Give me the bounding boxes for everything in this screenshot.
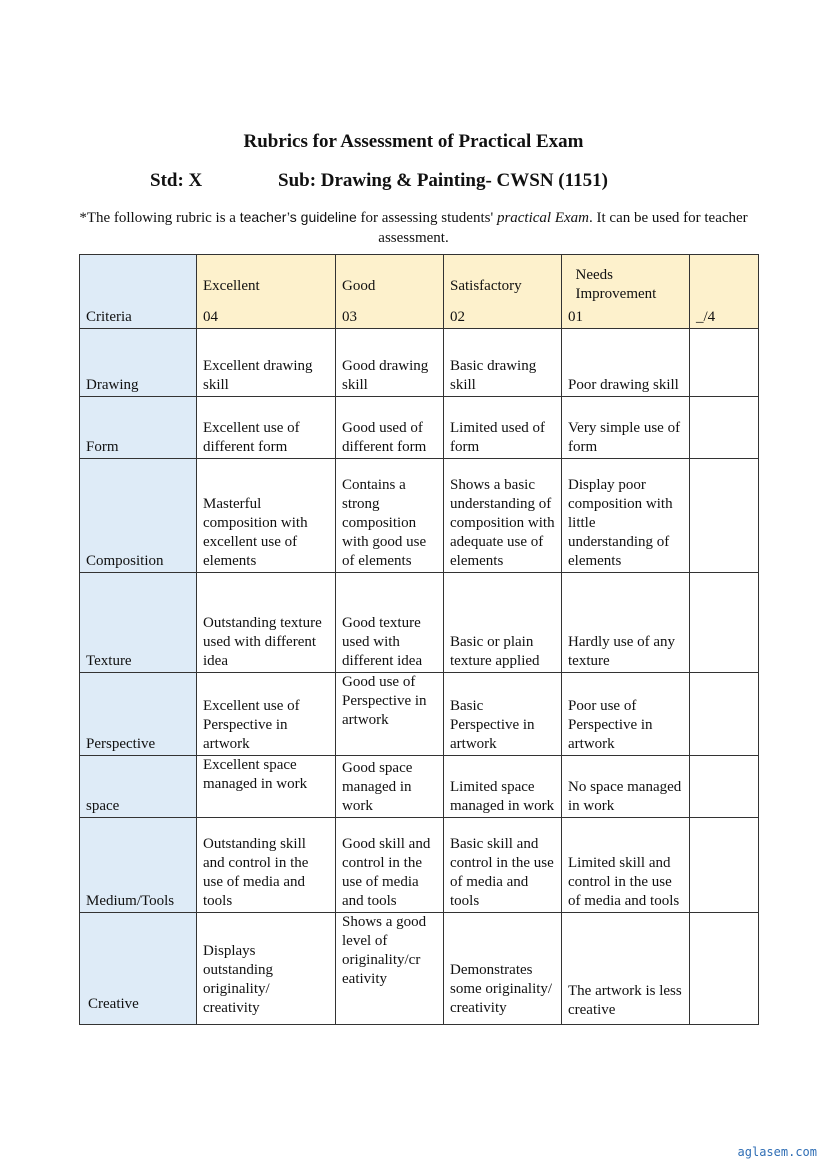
rubric-cell: Good skill and control in the use of media and tools (336, 818, 444, 913)
score-entry-cell (690, 818, 759, 913)
rubric-cell: Limited skill and control in the use of media and tools (562, 818, 690, 913)
criterion-cell: Composition (80, 459, 197, 573)
table-row (80, 573, 759, 673)
criterion-cell: Drawing (80, 329, 197, 397)
level-label: Good (342, 278, 376, 294)
level-score: 04 (203, 309, 218, 325)
rubric-cell: Hardly use of any texture (562, 573, 690, 673)
score-entry-cell (690, 913, 759, 1025)
rubric-cell: Excellent space managed in work (197, 756, 336, 818)
rubric-cell: Shows a good level of originality/cr eativity (336, 913, 444, 1025)
score-entry-cell (690, 397, 759, 459)
score-entry-cell (690, 756, 759, 818)
rubric-cell: Good texture used with different idea (336, 573, 444, 673)
standard-label: Std: X (150, 170, 203, 191)
rubric-cell: Demonstrates some originality/ creativity (444, 913, 562, 1025)
rubric-cell: No space managed in work (562, 756, 690, 818)
criterion-cell: Perspective (80, 673, 197, 756)
level-header-satisfactory (444, 255, 562, 329)
score-entry-cell (690, 329, 759, 397)
rubric-table (79, 254, 759, 1025)
level-header-needs-improvement (562, 255, 690, 329)
subject-label: Sub: Drawing & Painting- CWSN (1151) (278, 170, 608, 191)
rubric-cell: Masterful composition with excellent use of elements (197, 459, 336, 573)
rubric-cell: Basic Perspective in artwork (444, 673, 562, 756)
level-header-excellent (197, 255, 336, 329)
intro-text-5: . It can be used for teacher assessment. (378, 210, 748, 246)
rubric-cell: Excellent use of Perspective in artwork (197, 673, 336, 756)
score-entry-cell (690, 459, 759, 573)
max-score-header: _/4 (690, 255, 759, 329)
level-label: Satisfactory (450, 278, 522, 294)
rubric-cell: Very simple use of form (562, 397, 690, 459)
rubric-cell: Shows a basic understanding of composition with adequate use of elements (444, 459, 562, 573)
watermark: aglasem.com (737, 1145, 817, 1159)
rubric-cell: Displays outstanding originality/ creativity (197, 913, 336, 1025)
rubric-cell: Basic or plain texture applied (444, 573, 562, 673)
rubric-cell: The artwork is less creative (562, 913, 690, 1025)
rubric-cell: Basic skill and control in the use of media and tools (444, 818, 562, 913)
table-row (80, 756, 759, 818)
rubric-cell: Excellent drawing skill (197, 329, 336, 397)
level-header-good (336, 255, 444, 329)
rubric-cell: Contains a strong composition with good use of elements (336, 459, 444, 573)
level-score: 01 (568, 309, 583, 325)
intro-text-3: for assessing students' (356, 210, 497, 226)
table-row (80, 913, 759, 1025)
intro-text-2: teacher’s guideline (239, 209, 357, 225)
table-row (80, 329, 759, 397)
rubric-cell: Poor drawing skill (562, 329, 690, 397)
criterion-cell: Texture (80, 573, 197, 673)
rubric-cell: Limited space managed in work (444, 756, 562, 818)
rubric-cell: Poor use of Perspective in artwork (562, 673, 690, 756)
rubric-cell: Good space managed in work (336, 756, 444, 818)
intro-text-4: practical Exam (496, 210, 589, 226)
rubric-cell: Basic drawing skill (444, 329, 562, 397)
criterion-cell: Form (80, 397, 197, 459)
table-row (80, 397, 759, 459)
table-row (80, 459, 759, 573)
criterion-cell: Medium/Tools (80, 818, 197, 913)
level-label: Excellent (203, 278, 260, 294)
criterion-cell: Creative (80, 913, 197, 1025)
table-row (80, 673, 759, 756)
intro-paragraph (60, 207, 767, 248)
rubric-cell: Good use of Perspective in artwork (336, 673, 444, 756)
criteria-header: Criteria (80, 255, 197, 329)
rubric-cell: Excellent use of different form (197, 397, 336, 459)
rubric-cell: Good drawing skill (336, 329, 444, 397)
rubric-cell: Display poor composition with little understanding of elements (562, 459, 690, 573)
rubric-cell: Limited used of form (444, 397, 562, 459)
level-score: 03 (342, 309, 357, 325)
rubric-cell: Outstanding texture used with different idea (197, 573, 336, 673)
document-title: Rubrics for Assessment of Practical Exam (243, 131, 584, 152)
score-entry-cell (690, 673, 759, 756)
level-score: 02 (450, 309, 465, 325)
level-label: Needs Improvement (575, 267, 657, 302)
score-entry-cell (690, 573, 759, 673)
rubric-cell: Good used of different form (336, 397, 444, 459)
table-row (80, 818, 759, 913)
criterion-cell: space (80, 756, 197, 818)
header-row (80, 255, 759, 329)
intro-text-1: *The following rubric is a (79, 210, 240, 226)
rubric-cell: Outstanding skill and control in the use of media and tools (197, 818, 336, 913)
